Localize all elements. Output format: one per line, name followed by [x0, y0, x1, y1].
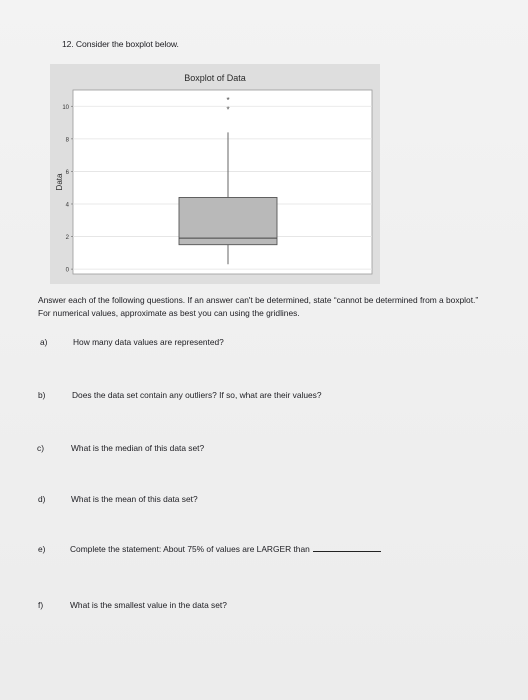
question-letter: d) [38, 494, 46, 504]
outlier-point: * [226, 105, 230, 115]
plot-area [73, 90, 372, 274]
question-letter: f) [38, 600, 44, 610]
outlier-point: * [226, 95, 230, 105]
boxplot-chart [50, 64, 380, 284]
question-letter: a) [40, 337, 48, 347]
boxplot-figure [50, 64, 380, 284]
chart-title: Boxplot of Data [184, 73, 246, 83]
question-text-content: Complete the statement: About 75% of values are LARGER than [70, 544, 310, 554]
question-text-content: What is the mean of this data set? [71, 494, 198, 504]
y-tick-label: 2 [65, 235, 69, 242]
iqr-box [179, 197, 277, 244]
y-tick-label: 6 [65, 169, 69, 176]
y-axis-label: Data [55, 173, 64, 191]
question-header: 12. Consider the boxplot below. [62, 39, 179, 49]
question-text-content: Does the data set contain any outliers? If so, what are their values? [72, 390, 322, 400]
y-tick-label: 0 [65, 267, 69, 274]
y-tick-label: 10 [62, 104, 69, 111]
question-text-content: What is the median of this data set? [71, 443, 205, 453]
question-text [71, 494, 198, 504]
question-text [72, 390, 322, 400]
question-letter: c) [37, 443, 44, 453]
question-text [73, 337, 224, 347]
question-text [70, 544, 381, 554]
instructions-text: Answer each of the following questions. If an answer can't be determined, state “cannot be determined from a boxplot.” For numerical values, approximate as best you can using the gridlines. [38, 295, 479, 318]
y-tick-label: 4 [65, 202, 69, 209]
question-text [70, 600, 227, 610]
question-text-content: How many data values are represented? [73, 337, 224, 347]
answer-blank[interactable] [313, 545, 381, 552]
question-letter: e) [38, 544, 46, 554]
question-text-content: What is the smallest value in the data set? [70, 600, 227, 610]
question-text [71, 443, 204, 453]
question-letter: b) [38, 390, 46, 400]
y-tick-label: 8 [65, 137, 69, 144]
